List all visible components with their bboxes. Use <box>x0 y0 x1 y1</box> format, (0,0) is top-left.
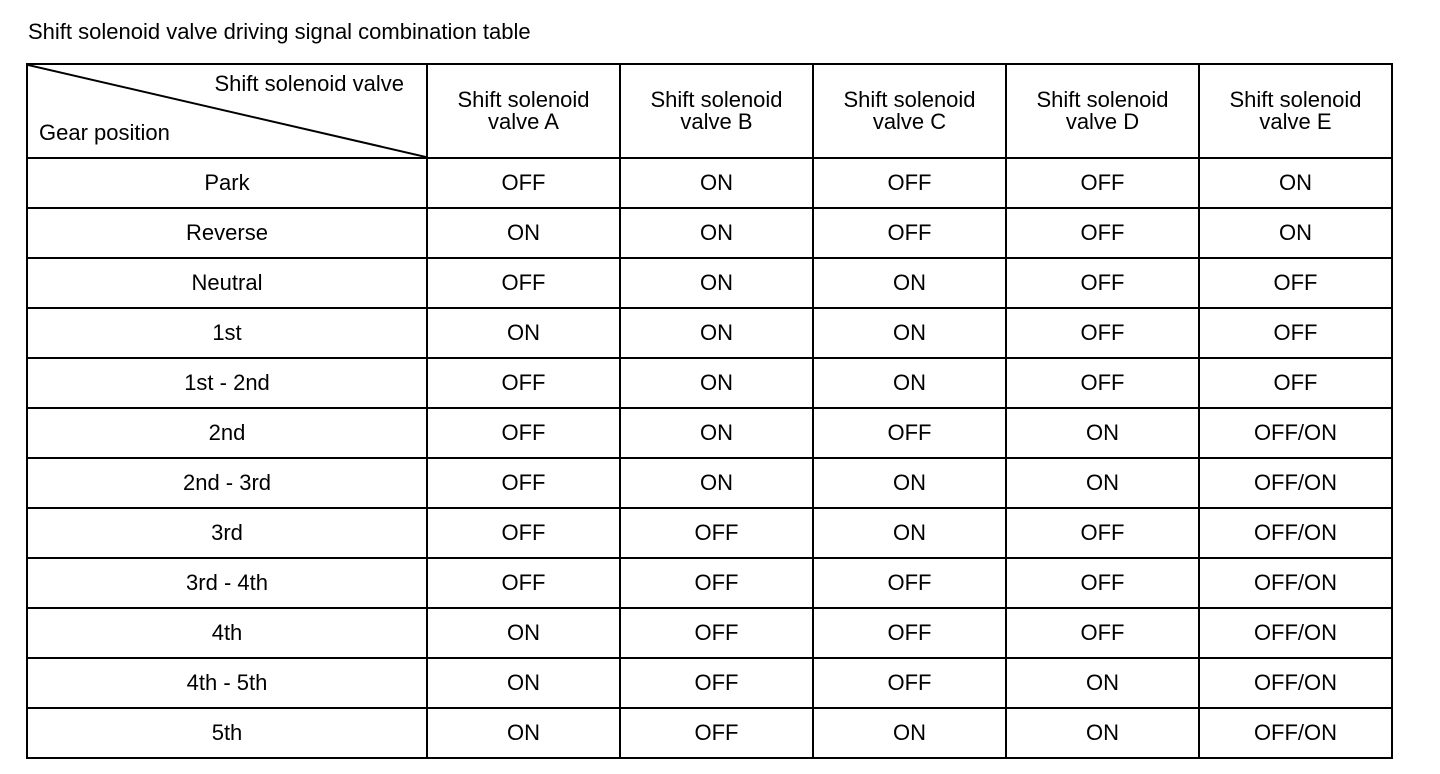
valve-state-cell: OFF/ON <box>1199 458 1392 508</box>
valve-state-cell: ON <box>620 358 813 408</box>
valve-state-cell: OFF <box>427 508 620 558</box>
valve-state-cell: ON <box>620 458 813 508</box>
valve-state-cell: ON <box>427 208 620 258</box>
valve-state-cell: OFF <box>1006 208 1199 258</box>
valve-state-cell: ON <box>1006 708 1199 758</box>
valve-state-cell: ON <box>813 508 1006 558</box>
valve-state-cell: OFF <box>427 258 620 308</box>
valve-state-cell: OFF/ON <box>1199 658 1392 708</box>
valve-state-cell: ON <box>1006 408 1199 458</box>
table-header-row <box>27 64 1392 158</box>
gear-position-cell: 3rd <box>27 508 427 558</box>
corner-label-gear: Gear position <box>39 120 170 145</box>
table-row <box>27 408 1392 458</box>
valve-state-cell: OFF/ON <box>1199 708 1392 758</box>
valve-state-cell: OFF <box>813 208 1006 258</box>
gear-position-cell: 3rd - 4th <box>27 558 427 608</box>
valve-state-cell: OFF <box>1199 308 1392 358</box>
gear-position-cell: Park <box>27 158 427 208</box>
gear-position-cell: 2nd - 3rd <box>27 458 427 508</box>
valve-state-cell: OFF <box>1199 258 1392 308</box>
table-row <box>27 308 1392 358</box>
valve-state-cell: OFF <box>813 658 1006 708</box>
valve-state-cell: ON <box>1199 208 1392 258</box>
valve-state-cell: OFF/ON <box>1199 508 1392 558</box>
valve-state-cell: ON <box>813 458 1006 508</box>
valve-state-cell: OFF <box>1199 358 1392 408</box>
solenoid-combination-table <box>26 63 1393 759</box>
valve-state-cell: OFF <box>620 558 813 608</box>
table-body <box>27 158 1392 758</box>
valve-state-cell: OFF <box>427 158 620 208</box>
table-row <box>27 558 1392 608</box>
gear-position-cell: 2nd <box>27 408 427 458</box>
valve-state-cell: ON <box>427 608 620 658</box>
gear-position-cell: Reverse <box>27 208 427 258</box>
valve-state-cell: ON <box>620 208 813 258</box>
table-row <box>27 508 1392 558</box>
valve-state-cell: ON <box>427 708 620 758</box>
valve-state-cell: OFF <box>1006 608 1199 658</box>
table-row <box>27 358 1392 408</box>
valve-state-cell: ON <box>620 408 813 458</box>
valve-state-cell: OFF <box>620 658 813 708</box>
valve-state-cell: ON <box>813 708 1006 758</box>
table-row <box>27 208 1392 258</box>
table-row <box>27 608 1392 658</box>
valve-state-cell: OFF <box>1006 558 1199 608</box>
valve-state-cell: ON <box>1006 658 1199 708</box>
valve-state-cell: OFF <box>427 558 620 608</box>
table-row <box>27 458 1392 508</box>
valve-state-cell: ON <box>813 258 1006 308</box>
corner-header-cell <box>27 64 427 158</box>
valve-state-cell: ON <box>620 158 813 208</box>
valve-state-cell: ON <box>1006 458 1199 508</box>
valve-state-cell: OFF <box>1006 308 1199 358</box>
valve-state-cell: OFF <box>1006 258 1199 308</box>
page-title: Shift solenoid valve driving signal combination table <box>28 19 531 44</box>
valve-state-cell: OFF <box>813 608 1006 658</box>
gear-position-cell: 4th - 5th <box>27 658 427 708</box>
valve-state-cell: ON <box>427 308 620 358</box>
table-row <box>27 258 1392 308</box>
valve-state-cell: OFF <box>427 358 620 408</box>
valve-state-cell: ON <box>427 658 620 708</box>
column-header-valve-e: Shift solenoid valve E <box>1199 64 1392 158</box>
valve-state-cell: OFF <box>427 458 620 508</box>
table-row <box>27 708 1392 758</box>
valve-state-cell: OFF <box>620 508 813 558</box>
valve-state-cell: ON <box>813 308 1006 358</box>
gear-position-cell: 1st - 2nd <box>27 358 427 408</box>
gear-position-cell: 5th <box>27 708 427 758</box>
valve-state-cell: ON <box>813 358 1006 408</box>
valve-state-cell: OFF <box>1006 358 1199 408</box>
valve-state-cell: OFF/ON <box>1199 608 1392 658</box>
column-header-valve-b: Shift solenoid valve B <box>620 64 813 158</box>
gear-position-cell: Neutral <box>27 258 427 308</box>
column-header-valve-c: Shift solenoid valve C <box>813 64 1006 158</box>
valve-state-cell: ON <box>1199 158 1392 208</box>
valve-state-cell: OFF <box>813 408 1006 458</box>
valve-state-cell: OFF <box>813 158 1006 208</box>
column-header-valve-a: Shift solenoid valve A <box>427 64 620 158</box>
table-row <box>27 658 1392 708</box>
column-header-valve-d: Shift solenoid valve D <box>1006 64 1199 158</box>
valve-state-cell: OFF <box>813 558 1006 608</box>
valve-state-cell: OFF <box>1006 158 1199 208</box>
valve-state-cell: OFF <box>427 408 620 458</box>
valve-state-cell: OFF/ON <box>1199 558 1392 608</box>
table-row <box>27 158 1392 208</box>
valve-state-cell: ON <box>620 258 813 308</box>
valve-state-cell: OFF <box>620 608 813 658</box>
valve-state-cell: OFF <box>1006 508 1199 558</box>
gear-position-cell: 4th <box>27 608 427 658</box>
valve-state-cell: OFF <box>620 708 813 758</box>
gear-position-cell: 1st <box>27 308 427 358</box>
corner-label-solenoid: Shift solenoid valve <box>214 71 404 96</box>
valve-state-cell: OFF/ON <box>1199 408 1392 458</box>
valve-state-cell: ON <box>620 308 813 358</box>
